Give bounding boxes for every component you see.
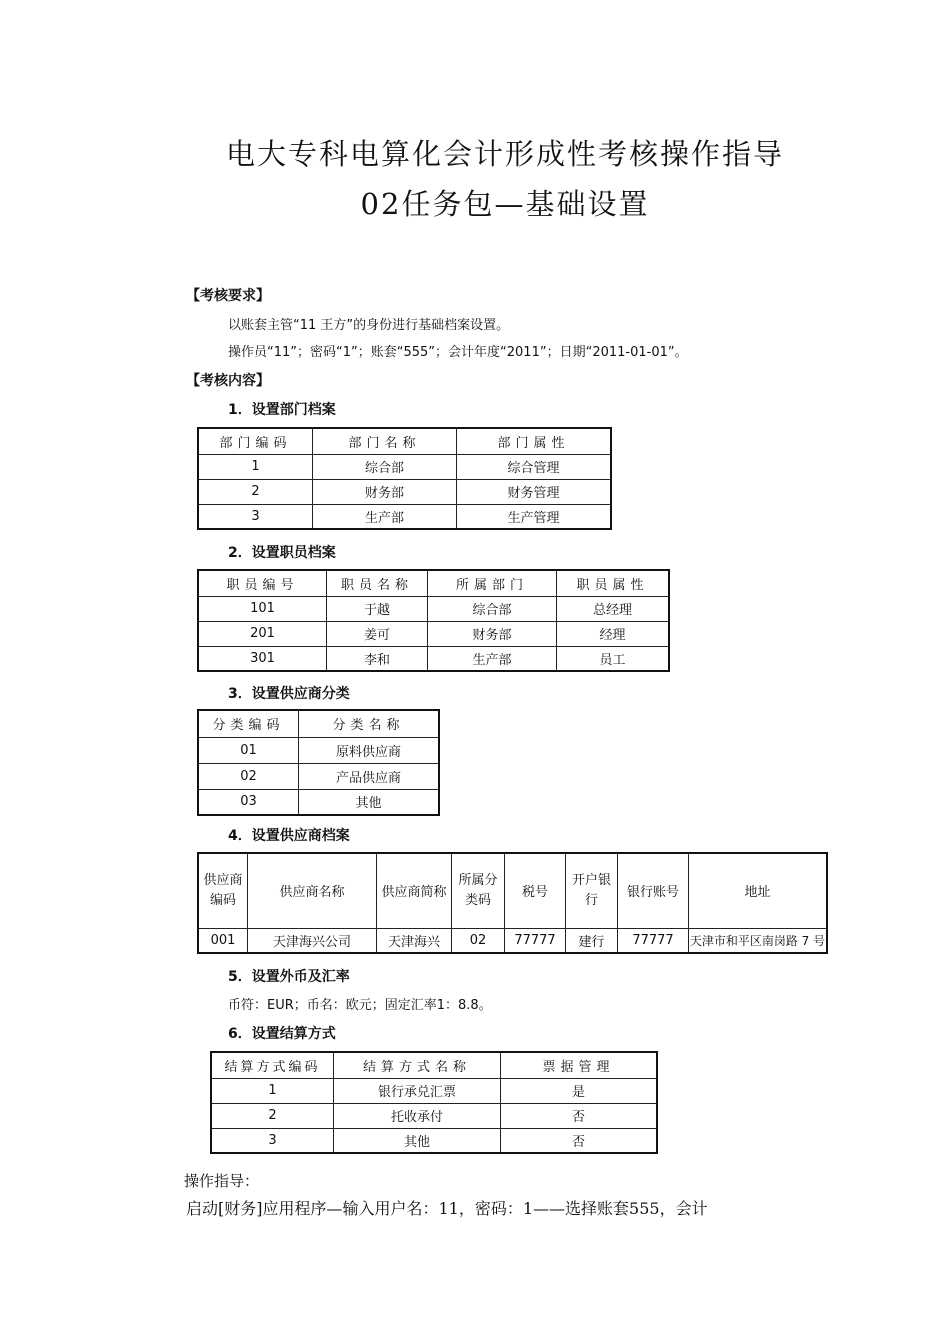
- currency-text: 币符：EUR；币名：欧元；固定汇率1：8.8。: [228, 998, 492, 1013]
- req-heading: 【考核要求】: [186, 288, 270, 304]
- table-cell: 姜可: [327, 621, 428, 646]
- table-cell: 生产管理: [457, 504, 612, 529]
- table-cell: 李和: [327, 646, 428, 671]
- table-cell: 3: [211, 1128, 334, 1153]
- table-header: 供应商编码: [198, 853, 248, 928]
- table-cell: 天津海兴公司: [248, 928, 377, 953]
- table-row: [198, 646, 669, 671]
- table-cell: 银行承兑汇票: [334, 1078, 501, 1103]
- guide-line: 启动[财务]应用程序—输入用户名：11，密码：1——选择账套555，会计: [186, 1199, 708, 1218]
- table-header: 部门属性: [457, 428, 612, 454]
- table-cell: 77777: [505, 928, 566, 953]
- doc-title: 电大专科电算化会计形成性考核操作指导: [225, 137, 784, 171]
- table-cell: 财务管理: [457, 479, 612, 504]
- table-header: 所属分类码: [452, 853, 505, 928]
- table-cell: 经理: [557, 621, 670, 646]
- table-header: 职员属性: [557, 570, 670, 596]
- table-cell: 财务部: [428, 621, 557, 646]
- content-heading: 【考核内容】: [186, 373, 270, 389]
- table-header: 部门名称: [313, 428, 457, 454]
- table-row: [198, 596, 669, 621]
- req-line-2: 操作员“11”；密码“1”；账套“555”；会计年度“2011”；日期“2011-01-01”。: [228, 345, 688, 360]
- section-2-heading: 2．设置职员档案: [228, 545, 336, 561]
- table-cell: 托收承付: [334, 1103, 501, 1128]
- section-4-heading: 4．设置供应商档案: [228, 828, 350, 844]
- table-header: 结算方式编码: [211, 1052, 334, 1078]
- section-6-heading: 6．设置结算方式: [228, 1026, 336, 1042]
- table-cell: 综合部: [428, 596, 557, 621]
- table-cell: 天津市和平区南岗路 7 号: [689, 928, 828, 953]
- table-row: [211, 1103, 657, 1128]
- table-cell: 02: [198, 763, 299, 789]
- table-cell: 天津海兴: [377, 928, 452, 953]
- table-cell: 综合部: [313, 454, 457, 479]
- table-cell: 101: [198, 596, 327, 621]
- table-header: 票据管理: [501, 1052, 658, 1078]
- table-header: 供应商简称: [377, 853, 452, 928]
- table-cell: 2: [211, 1103, 334, 1128]
- table-cell: 77777: [618, 928, 689, 953]
- table-row: [198, 479, 611, 504]
- table-header: 供应商名称: [248, 853, 377, 928]
- table-cell: 2: [198, 479, 313, 504]
- supplier-table: [197, 852, 828, 954]
- table-row: [198, 621, 669, 646]
- table-row: [198, 737, 439, 763]
- table-cell: 02: [452, 928, 505, 953]
- table-cell: 3: [198, 504, 313, 529]
- section-5-heading: 5．设置外币及汇率: [228, 969, 350, 985]
- table-row: [211, 1128, 657, 1153]
- table-cell: 301: [198, 646, 327, 671]
- table-header: 地址: [689, 853, 828, 928]
- table-cell: 原料供应商: [299, 737, 440, 763]
- table-header: 所属部门: [428, 570, 557, 596]
- table-cell: 03: [198, 789, 299, 815]
- supplier-class-table: [197, 709, 440, 816]
- department-table: [197, 427, 612, 530]
- section-1-heading: 1．设置部门档案: [228, 402, 336, 418]
- req-line-1: 以账套主管“11 王方”的身份进行基础档案设置。: [228, 318, 510, 333]
- table-row: [198, 454, 611, 479]
- table-cell: 01: [198, 737, 299, 763]
- doc-subtitle: 02任务包—基础设置: [360, 187, 650, 221]
- guide-label: 操作指导：: [184, 1172, 260, 1190]
- table-row: [198, 789, 439, 815]
- table-row: [198, 928, 827, 953]
- table-header: 职员名称: [327, 570, 428, 596]
- table-header: 税号: [505, 853, 566, 928]
- staff-table: [197, 569, 670, 672]
- settlement-table: [210, 1051, 658, 1154]
- table-cell: 201: [198, 621, 327, 646]
- table-cell: 1: [198, 454, 313, 479]
- table-header: 部门编码: [198, 428, 313, 454]
- table-header: 分类名称: [299, 710, 440, 737]
- table-cell: 生产部: [313, 504, 457, 529]
- table-cell: 否: [501, 1103, 658, 1128]
- table-row: [198, 504, 611, 529]
- table-header: 结算方式名称: [334, 1052, 501, 1078]
- table-header: 分类编码: [198, 710, 299, 737]
- table-header: 开户银行: [566, 853, 618, 928]
- section-3-heading: 3．设置供应商分类: [228, 686, 350, 702]
- table-cell: 其他: [334, 1128, 501, 1153]
- table-header: 银行账号: [618, 853, 689, 928]
- table-cell: 于越: [327, 596, 428, 621]
- table-cell: 1: [211, 1078, 334, 1103]
- table-cell: 产品供应商: [299, 763, 440, 789]
- table-cell: 建行: [566, 928, 618, 953]
- table-cell: 财务部: [313, 479, 457, 504]
- table-cell: 生产部: [428, 646, 557, 671]
- table-row: [198, 763, 439, 789]
- table-cell: 否: [501, 1128, 658, 1153]
- table-cell: 总经理: [557, 596, 670, 621]
- table-cell: 员工: [557, 646, 670, 671]
- table-header: 职员编号: [198, 570, 327, 596]
- table-cell: 综合管理: [457, 454, 612, 479]
- table-row: [211, 1078, 657, 1103]
- table-cell: 001: [198, 928, 248, 953]
- table-cell: 是: [501, 1078, 658, 1103]
- table-cell: 其他: [299, 789, 440, 815]
